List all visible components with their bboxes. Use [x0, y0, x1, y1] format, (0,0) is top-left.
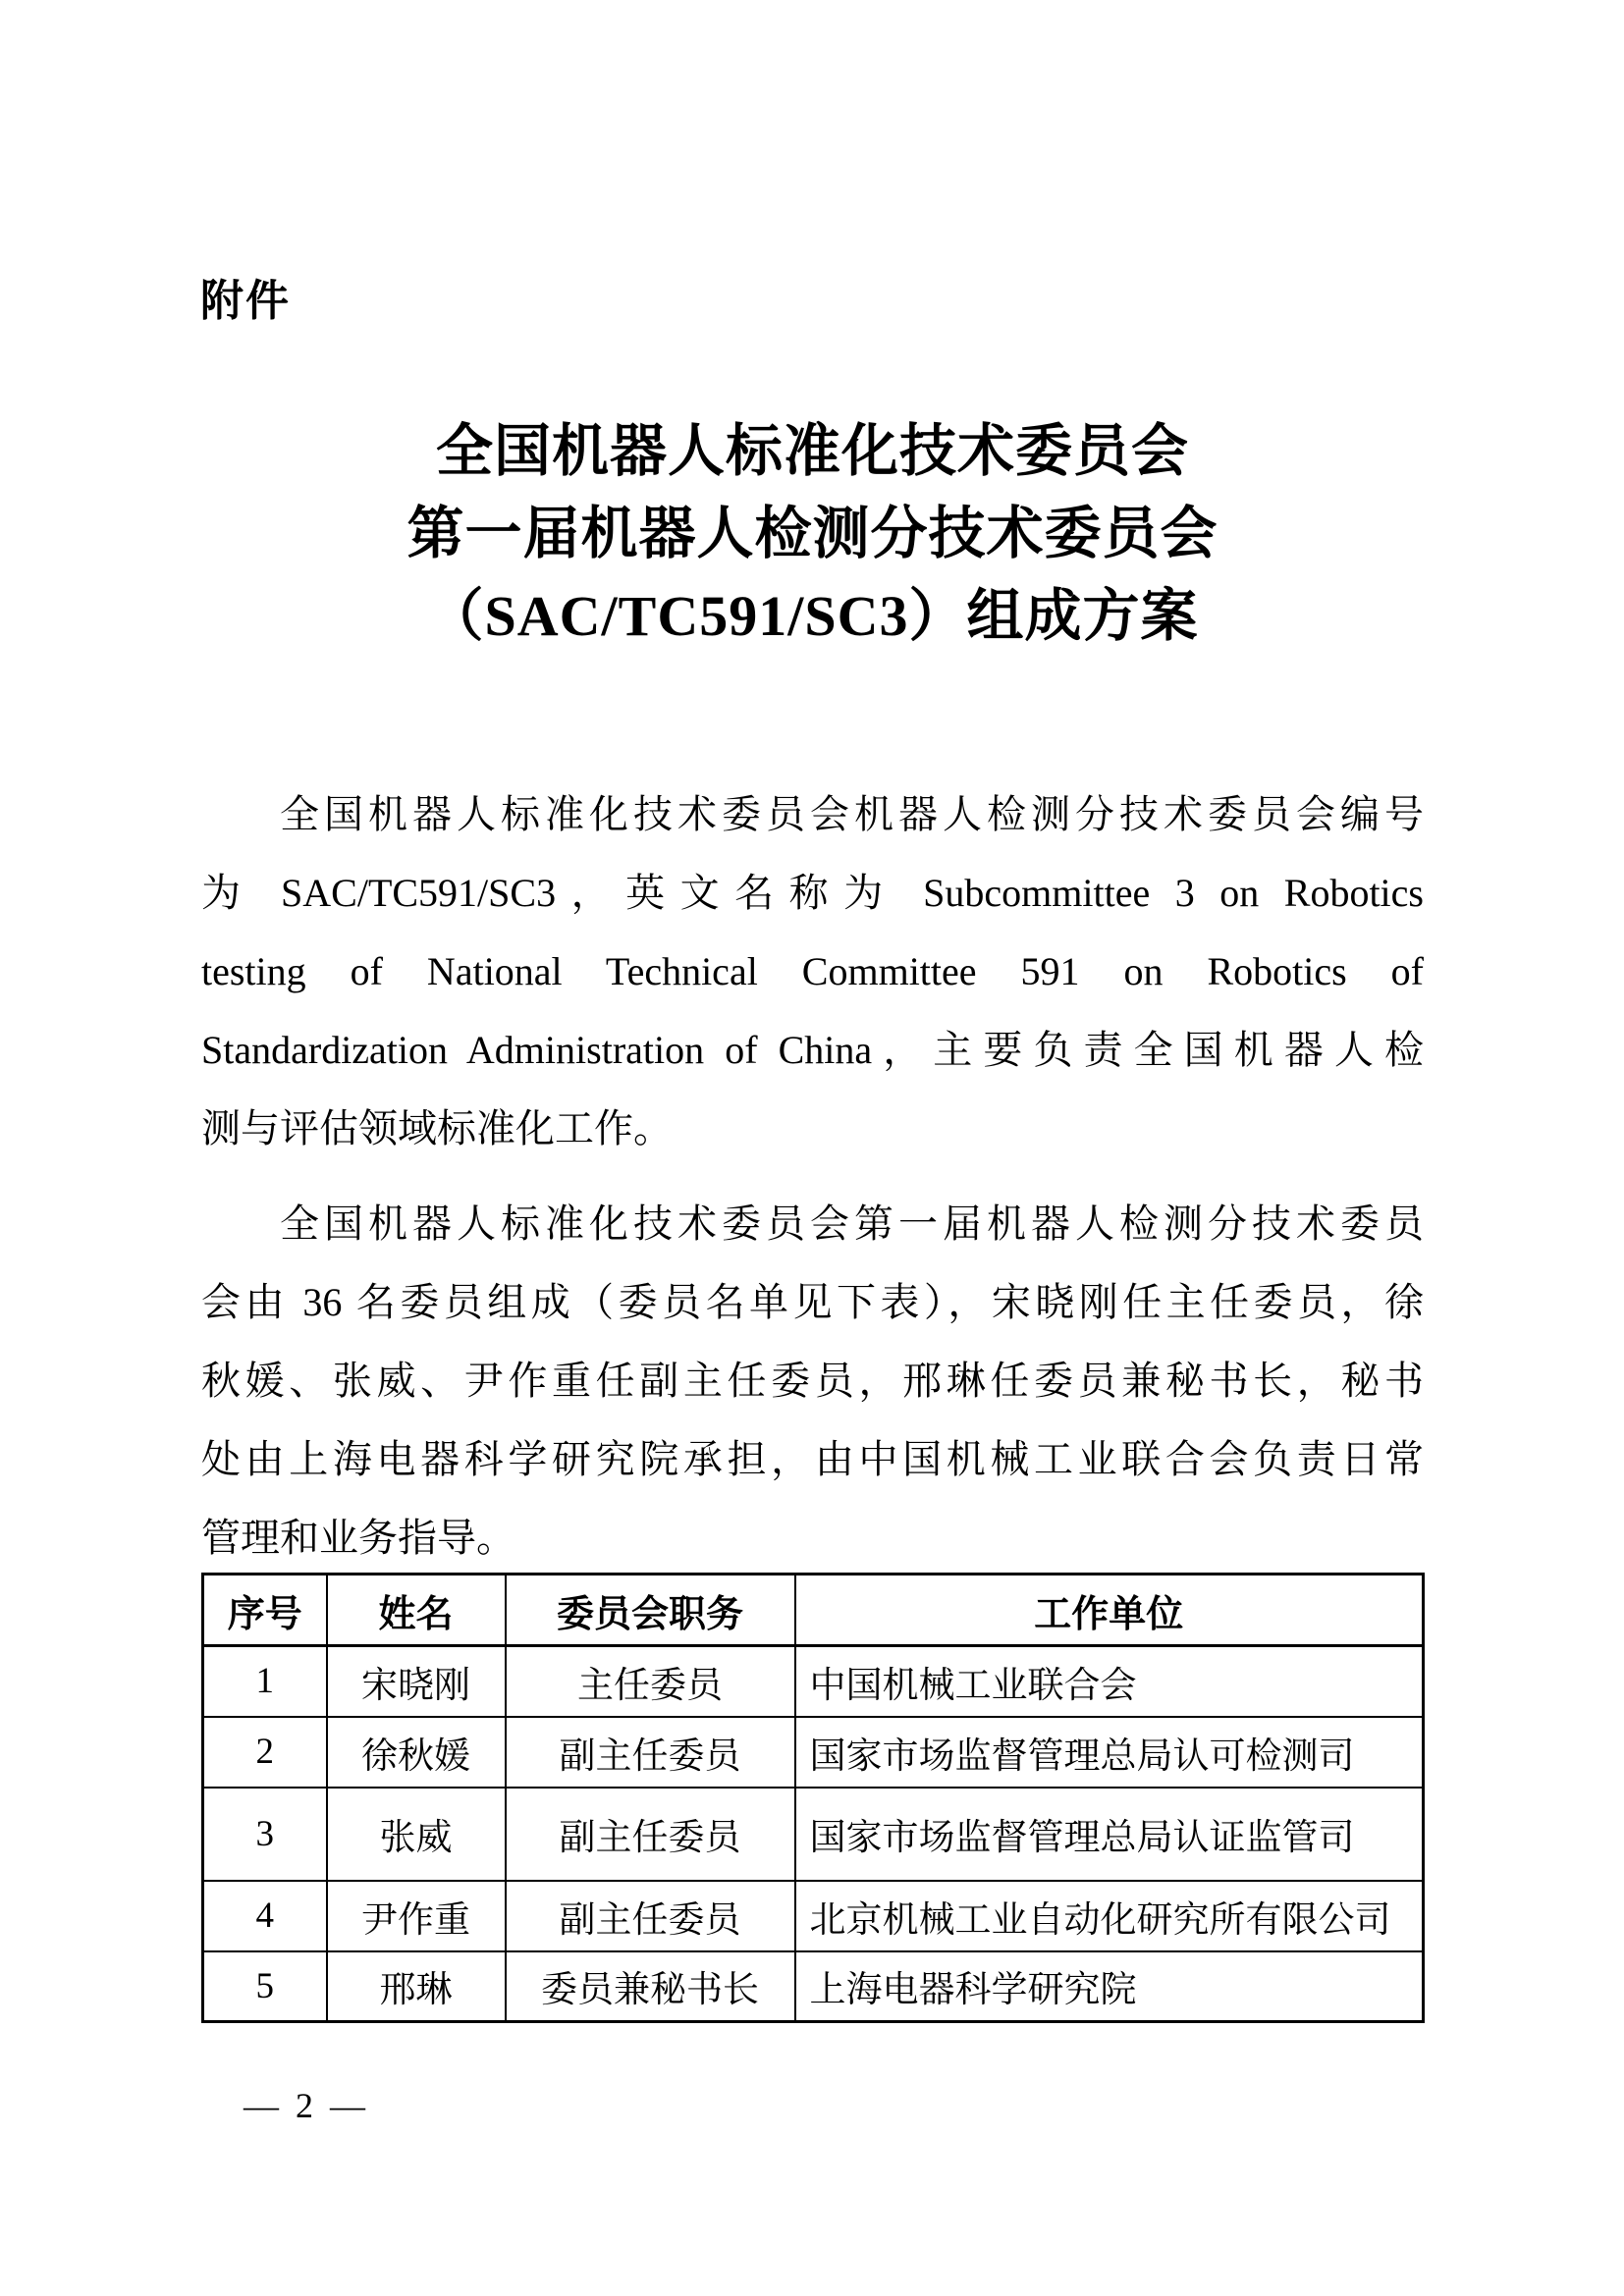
paragraph-1-line: testing of National Technical Committee 591 on Robotics of [201, 949, 1424, 993]
cell-name: 徐秋媛 [327, 1717, 506, 1788]
header-name: 姓名 [327, 1575, 506, 1646]
cell-position: 副主任委员 [506, 1881, 795, 1951]
header-committee-position: 委员会职务 [506, 1575, 795, 1646]
table-row [203, 1717, 1424, 1788]
attachment-label: 附件 [200, 277, 291, 325]
paragraph-1-line: Standardization Administration of China，主要负责全国机器人检 [201, 1028, 1424, 1072]
cell-position: 副主任委员 [506, 1788, 795, 1881]
header-work-unit: 工作单位 [795, 1575, 1424, 1646]
cell-position: 主任委员 [506, 1646, 795, 1717]
paragraph-2-line: 管理和业务指导。 [201, 1516, 515, 1560]
committee-members-table [201, 1573, 1425, 2023]
paragraph-2-line: 秋媛、张威、尹作重任副主任委员，邢琳任委员兼秘书长，秘书 [201, 1359, 1424, 1403]
cell-work-unit: 国家市场监督管理总局认证监管司 [795, 1788, 1424, 1881]
paragraph-1-line: 测与评估领域标准化工作。 [201, 1106, 673, 1150]
paragraph-1-line: 为 SAC/TC591/SC3，英文名称为 Subcommittee 3 on Robotics [201, 871, 1424, 915]
cell-serial: 2 [203, 1717, 327, 1788]
cell-serial: 5 [203, 1951, 327, 2022]
title-line-2: 第一届机器人检测分技术委员会 [406, 502, 1218, 565]
cell-work-unit: 上海电器科学研究院 [795, 1951, 1424, 2022]
document-body [201, 775, 1424, 1577]
table-row [203, 1646, 1424, 1717]
cell-serial: 3 [203, 1788, 327, 1881]
cell-work-unit: 北京机械工业自动化研究所有限公司 [795, 1881, 1424, 1951]
cell-serial: 4 [203, 1881, 327, 1951]
cell-work-unit: 中国机械工业联合会 [795, 1646, 1424, 1717]
title-line-3: （SAC/TC591/SC3）组成方案 [426, 584, 1199, 648]
cell-position: 副主任委员 [506, 1717, 795, 1788]
cell-position: 委员兼秘书长 [506, 1951, 795, 2022]
table-row [203, 1881, 1424, 1951]
cell-name: 宋晓刚 [327, 1646, 506, 1717]
paragraph-1-line: 全国机器人标准化技术委员会机器人检测分技术委员会编号 [280, 792, 1424, 836]
document-title [201, 410, 1424, 658]
cell-name: 尹作重 [327, 1881, 506, 1951]
paragraph-2-line: 全国机器人标准化技术委员会第一届机器人检测分技术委员 [280, 1201, 1424, 1246]
cell-name: 邢琳 [327, 1951, 506, 2022]
paragraph-2-line: 处由上海电器科学研究院承担，由中国机械工业联合会负责日常 [201, 1437, 1424, 1481]
cell-serial: 1 [203, 1646, 327, 1717]
cell-work-unit: 国家市场监督管理总局认可检测司 [795, 1717, 1424, 1788]
header-serial-number: 序号 [203, 1575, 327, 1646]
table-header-row [203, 1575, 1424, 1646]
page-number: — 2 — [244, 2086, 369, 2125]
table-row [203, 1788, 1424, 1881]
title-line-1: 全国机器人标准化技术委员会 [435, 419, 1189, 483]
table-row [203, 1951, 1424, 2022]
paragraph-2-line: 会由 36 名委员组成（委员名单见下表），宋晓刚任主任委员，徐 [201, 1280, 1424, 1324]
cell-name: 张威 [327, 1788, 506, 1881]
